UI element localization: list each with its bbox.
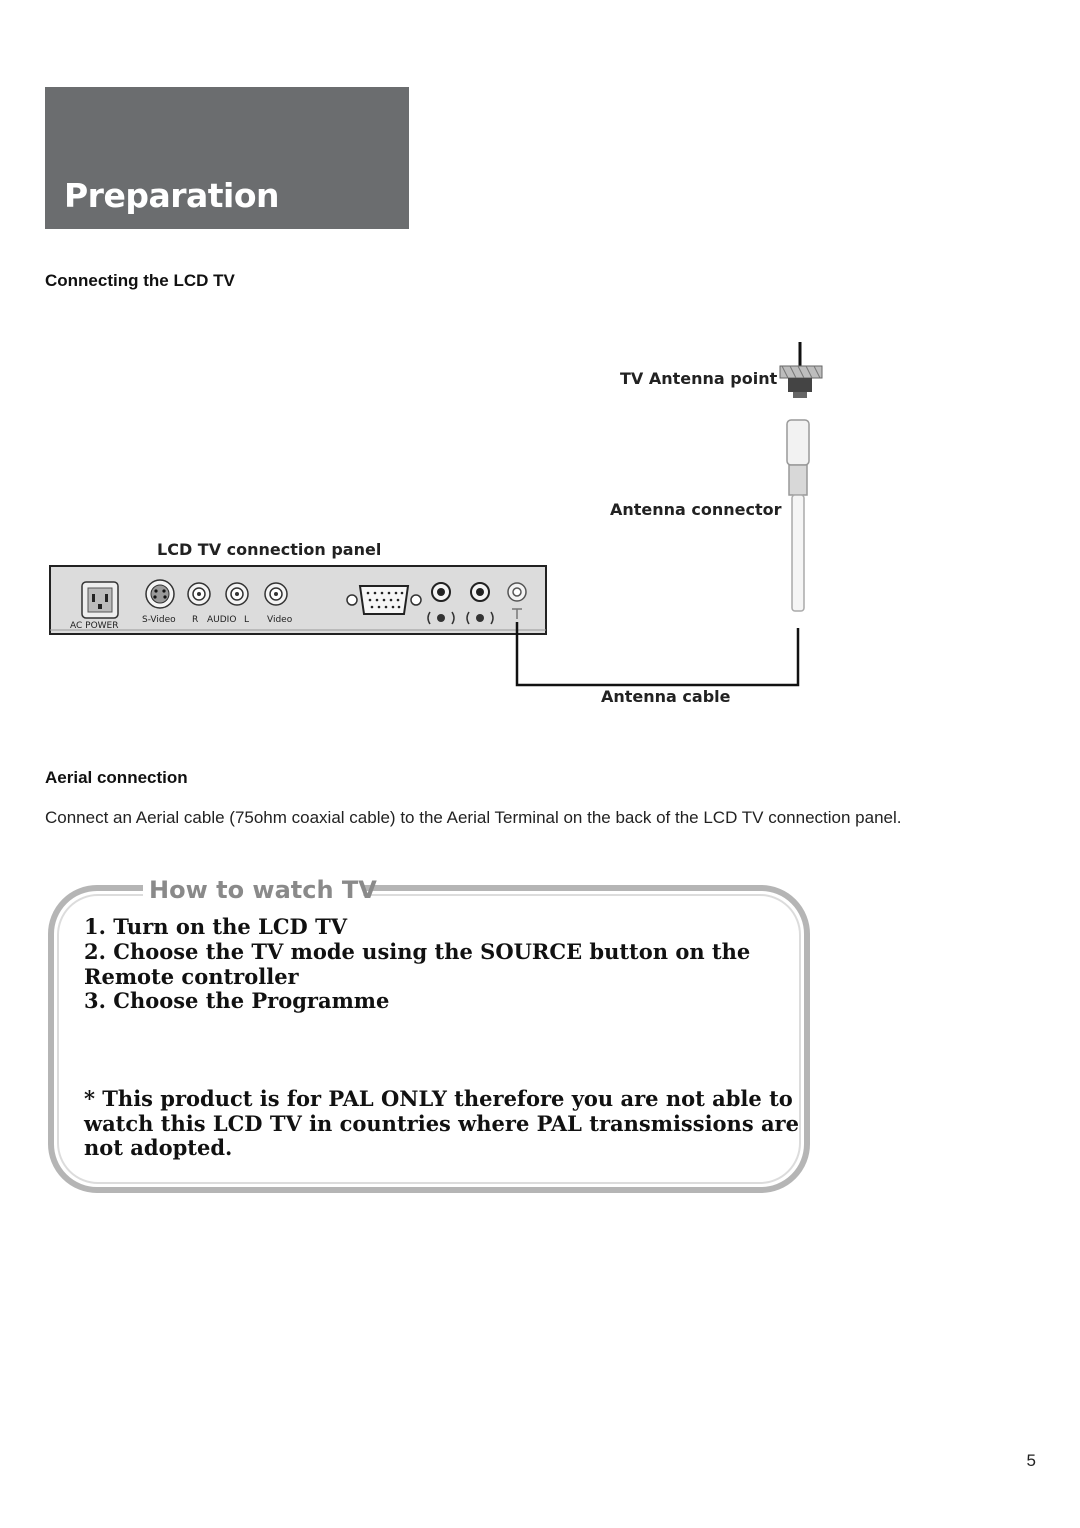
step-2: 2. Choose the TV mode using the SOURCE button on the Remote controller xyxy=(84,939,751,989)
how-to-watch-title: How to watch TV xyxy=(149,876,377,904)
audio-label: AUDIO xyxy=(207,615,237,625)
antenna-cable-line xyxy=(517,622,798,685)
ac-power-label: AC POWER xyxy=(70,621,119,631)
s-video-label: S-Video xyxy=(142,615,176,625)
antenna-point-label: TV Antenna point xyxy=(620,369,778,388)
video-label: Video xyxy=(267,615,293,625)
antenna-connector-icon xyxy=(787,420,809,611)
antenna-connector-label: Antenna connector xyxy=(610,500,782,519)
page-number: 5 xyxy=(1026,1451,1036,1470)
step-1: 1. Turn on the LCD TV xyxy=(84,914,347,939)
ac-power-socket-icon xyxy=(82,582,118,618)
page-title: Preparation xyxy=(64,176,280,215)
s-video-port-icon xyxy=(146,580,174,608)
audio-l-jack-icon xyxy=(226,583,248,605)
section-banner xyxy=(45,87,409,229)
audio-r-label: R xyxy=(192,615,199,625)
step-3: 3. Choose the Programme xyxy=(84,988,390,1013)
video-jack-icon xyxy=(265,583,287,605)
connection-panel xyxy=(50,566,546,634)
audio-r-jack-icon xyxy=(188,583,210,605)
aerial-heading: Aerial connection xyxy=(45,768,188,787)
antenna-cable-label: Antenna cable xyxy=(601,687,731,706)
connection-diagram xyxy=(0,330,1080,720)
pal-note: * This product is for PAL ONLY therefore you are not able to watch this LCD TV in countries where PAL transmissions are not adopted. xyxy=(84,1086,799,1160)
panel-label: LCD TV connection panel xyxy=(157,540,382,559)
aerial-description: Connect an Aerial cable (75ohm coaxial cable) to the Aerial Terminal on the back of the LCD TV connection panel. xyxy=(45,808,902,827)
antenna-point-icon xyxy=(780,342,822,398)
connecting-heading: Connecting the LCD TV xyxy=(45,271,235,290)
audio-l-label: L xyxy=(244,615,250,625)
